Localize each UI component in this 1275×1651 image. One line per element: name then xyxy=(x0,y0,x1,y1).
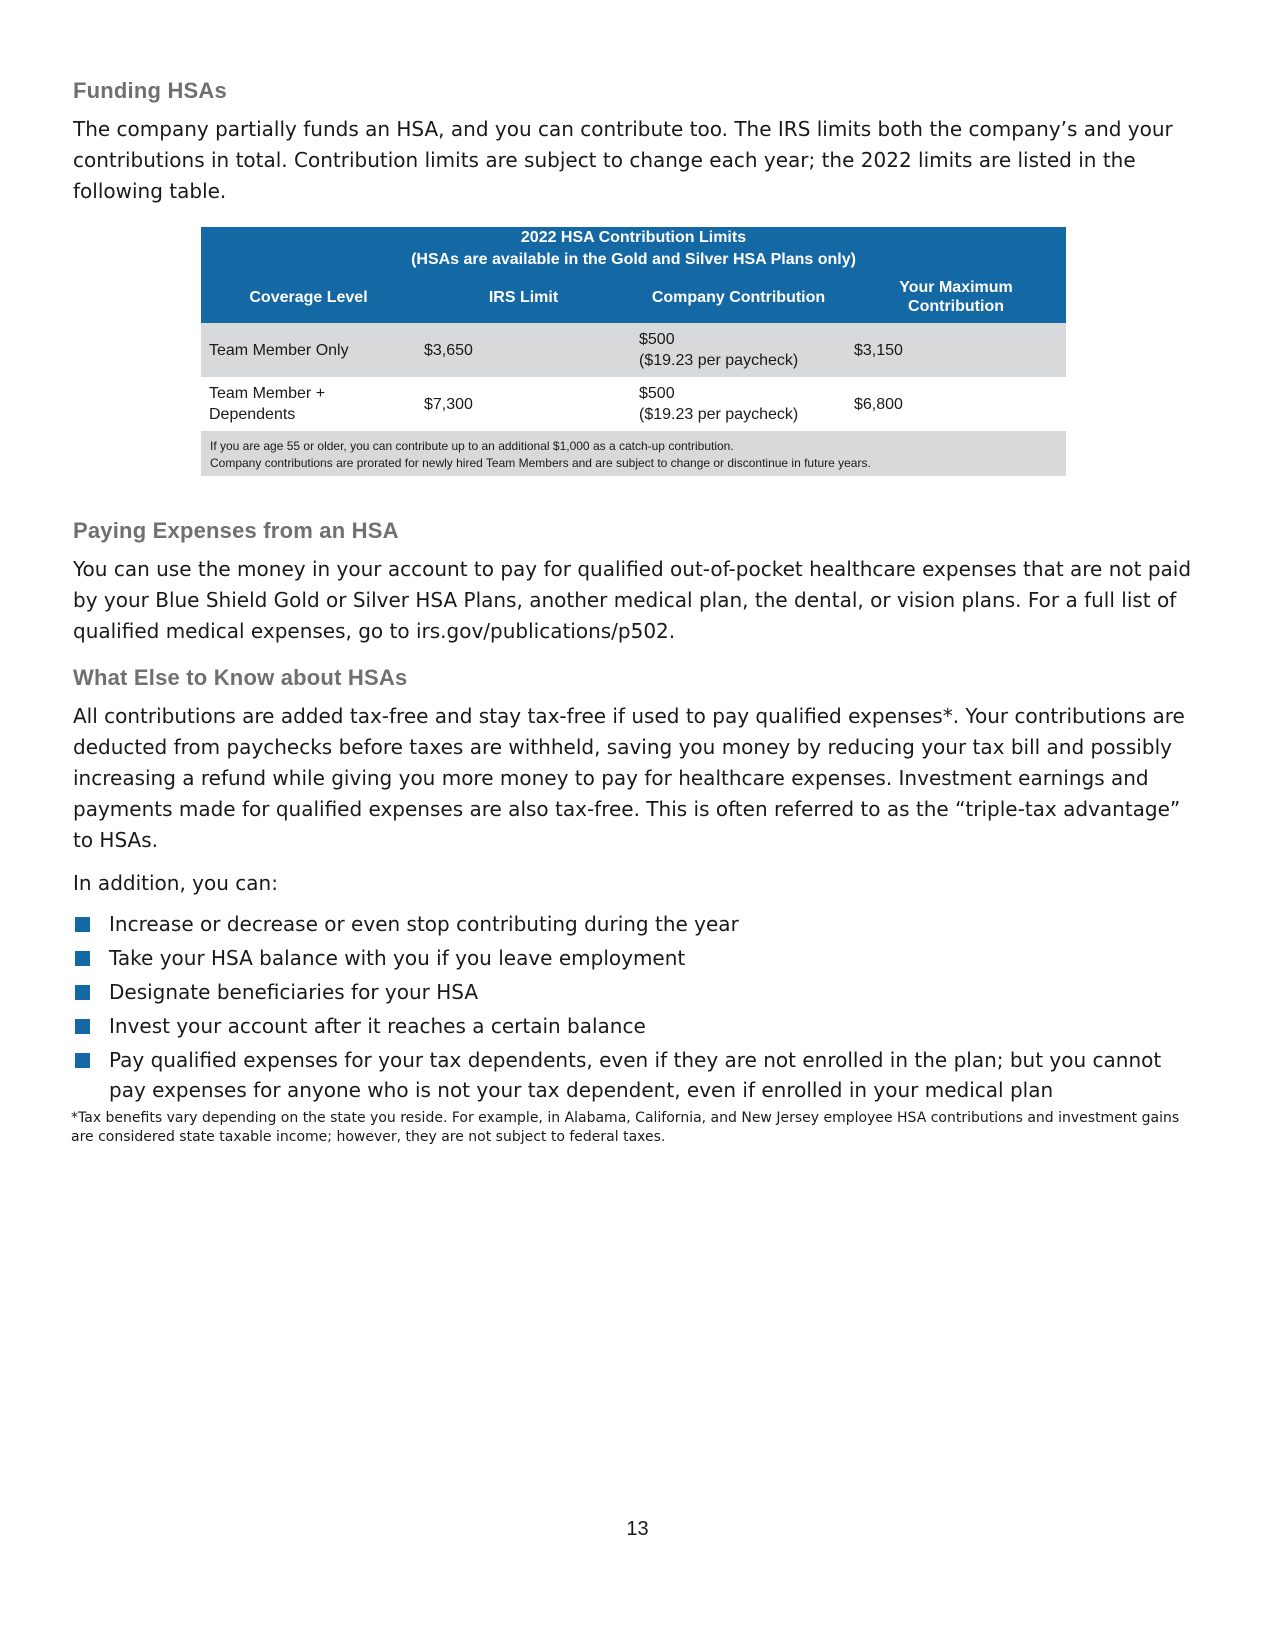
square-bullet-icon xyxy=(75,951,90,966)
list-item xyxy=(73,943,1203,973)
cell-coverage: Team Member Only xyxy=(201,323,416,377)
table-caption xyxy=(201,227,1066,271)
tax-footnote: *Tax benefits vary depending on the state you reside. For example, in Alabama, California, and New Jersey employee HSA contributions and investment gains are considered state taxable income; however, they are not subject to federal taxes. xyxy=(71,1110,1180,1145)
table-title: 2022 HSA Contribution Limits xyxy=(520,229,747,246)
page-number: 13 xyxy=(626,1518,649,1540)
list-item xyxy=(73,1045,1203,1105)
table-footnotes xyxy=(201,431,1066,476)
table-caption-row xyxy=(201,227,1066,271)
column-header-company-contribution: Company Contribution xyxy=(631,271,846,323)
table-subtitle: (HSAs are available in the Gold and Silver HSA Plans only) xyxy=(411,251,856,268)
column-header-coverage-level: Coverage Level xyxy=(201,271,416,323)
list-item-text: Increase or decrease or even stop contributing during the year xyxy=(109,912,739,936)
paying-heading: Paying Expenses from an HSA xyxy=(73,518,399,543)
hsa-limits-table-wrapper xyxy=(201,227,1066,476)
cell-max-contribution: $3,150 xyxy=(846,323,1066,377)
square-bullet-icon xyxy=(75,917,90,932)
table-header-row xyxy=(201,271,1066,323)
page-content xyxy=(73,72,1203,1147)
cell-company-amount: $500 xyxy=(639,385,675,402)
in-addition-text: In addition, you can: xyxy=(73,871,278,895)
cell-coverage-text: Team Member + Dependents xyxy=(209,385,326,423)
paying-paragraph: You can use the money in your account to pay for qualified out-of-pocket healthcare expenses that are not paid by your Blue Shield Gold or Silver HSA Plans, another medical plan, the dental, or vision plans. For a full list of qualified medical expenses, go to irs.gov/publications/p502. xyxy=(73,557,1192,643)
table-footnote-row xyxy=(201,431,1066,476)
cell-coverage xyxy=(201,377,416,431)
benefits-list xyxy=(73,909,1203,1105)
column-header-your-maximum-contribution xyxy=(846,271,1066,323)
list-item xyxy=(73,1011,1203,1041)
table-row xyxy=(201,377,1066,431)
list-item-text: Invest your account after it reaches a certain balance xyxy=(109,1014,646,1038)
table-row xyxy=(201,323,1066,377)
cell-irs-limit: $3,650 xyxy=(416,323,631,377)
cell-company-note: ($19.23 per paycheck) xyxy=(639,352,799,369)
what-else-paragraph: All contributions are added tax-free and stay tax-free if used to pay qualified expenses*. Your contributions are deducted from paychecks before taxes are withheld, saving you money by reducing your tax bill and possibly increasing a refund while giving you more money to pay for healthcare expenses. Investment earnings and payments made for qualified expenses are also tax-free. This is often referred to as the “triple-tax advantage” to HSAs. xyxy=(73,704,1185,852)
cell-company-contribution xyxy=(631,377,846,431)
list-item-text: Designate beneficiaries for your HSA xyxy=(109,980,479,1004)
table-footnote-prorated: Company contributions are prorated for newly hired Team Members and are subject to change or discontinue in future years. xyxy=(210,456,871,470)
funding-paragraph: The company partially funds an HSA, and you can contribute too. The IRS limits both the company’s and your contributions in total. Contribution limits are subject to change each year; the 2022 limits are listed in the following table. xyxy=(73,117,1173,203)
cell-max-contribution: $6,800 xyxy=(846,377,1066,431)
square-bullet-icon xyxy=(75,1053,90,1068)
cell-irs-limit: $7,300 xyxy=(416,377,631,431)
cell-company-contribution xyxy=(631,323,846,377)
square-bullet-icon xyxy=(75,985,90,1000)
column-header-max-label: Your Maximum Contribution xyxy=(899,279,1013,315)
list-item xyxy=(73,909,1203,939)
cell-company-note: ($19.23 per paycheck) xyxy=(639,406,799,423)
funding-heading: Funding HSAs xyxy=(73,78,227,103)
table-footnote-catch-up: If you are age 55 or older, you can contribute up to an additional $1,000 as a catch-up contribution. xyxy=(210,439,734,453)
list-item-text: Pay qualified expenses for your tax dependents, even if they are not enrolled in the plan; but you cannot pay expenses for anyone who is not your tax dependent, even if enrolled in your medical plan xyxy=(109,1048,1162,1102)
column-header-irs-limit: IRS Limit xyxy=(416,271,631,323)
cell-company-amount: $500 xyxy=(639,331,675,348)
hsa-limits-table xyxy=(201,227,1066,476)
list-item-text: Take your HSA balance with you if you leave employment xyxy=(109,946,686,970)
square-bullet-icon xyxy=(75,1019,90,1034)
what-else-heading: What Else to Know about HSAs xyxy=(73,665,408,690)
list-item xyxy=(73,977,1203,1007)
